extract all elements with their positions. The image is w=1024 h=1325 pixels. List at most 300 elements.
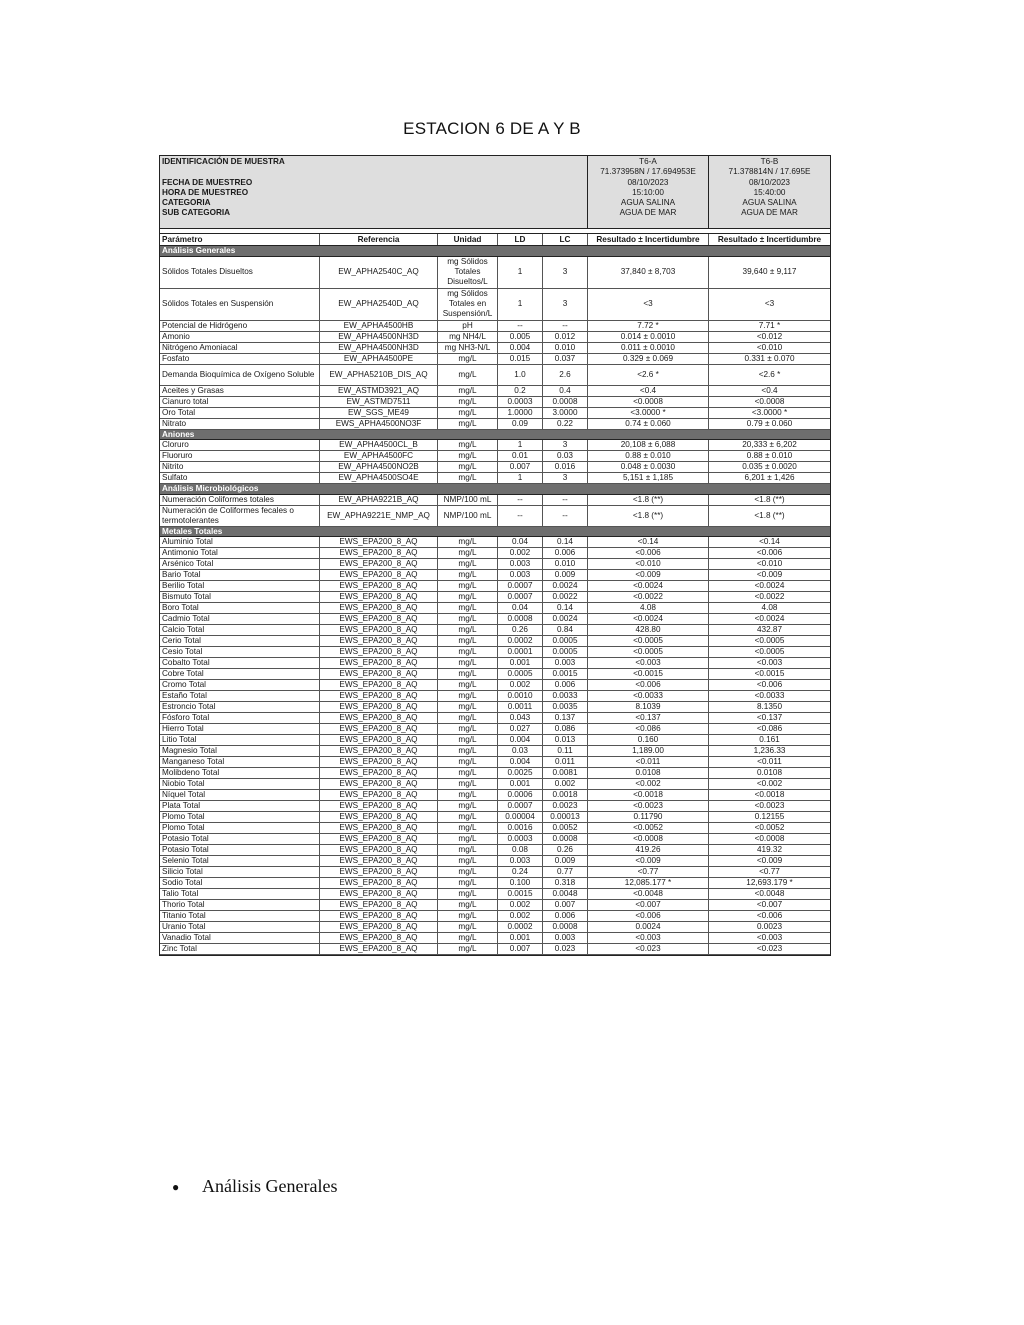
result-b-cell: 39,640 ± 9,117 bbox=[742, 267, 797, 276]
table-row bbox=[160, 746, 830, 757]
sample-header-label bbox=[162, 167, 585, 177]
reference-cell: EWS_EPA200_8_AQ bbox=[320, 911, 438, 921]
reference-cell: EWS_EPA200_8_AQ bbox=[320, 834, 438, 844]
lc-cell: 0.012 bbox=[543, 332, 588, 342]
lc-cell: 0.0005 bbox=[543, 647, 588, 657]
result-b-cell: <0.4 bbox=[761, 385, 778, 395]
result-a-cell: 0.0024 bbox=[588, 922, 709, 932]
list-item-text: Análisis Generales bbox=[202, 1176, 338, 1196]
result-a-cell: 0.11790 bbox=[588, 812, 709, 822]
unit-cell: mg/L bbox=[438, 702, 498, 712]
result-a-cell: <2.6 * bbox=[588, 365, 709, 385]
lc-cell: 0.023 bbox=[543, 944, 588, 954]
lc-cell: 0.002 bbox=[543, 779, 588, 789]
table-row bbox=[160, 922, 830, 933]
result-b-cell: 0.0108 bbox=[756, 768, 783, 777]
ld-cell: 0.004 bbox=[498, 757, 543, 767]
result-b-cell: 4.08 bbox=[761, 603, 778, 612]
ld-cell: 0.027 bbox=[498, 724, 543, 734]
lc-cell: 0.009 bbox=[543, 570, 588, 580]
table-row bbox=[160, 647, 830, 658]
ld-cell: 0.001 bbox=[498, 658, 543, 668]
section-header: Aniones bbox=[160, 430, 830, 441]
result-b-cell: <0.0008 bbox=[754, 396, 785, 406]
parameter-cell: Silicio Total bbox=[160, 867, 320, 877]
reference-cell: EW_APHA4500CL_B bbox=[320, 440, 438, 450]
result-b-cell: <0.006 bbox=[756, 548, 783, 557]
table-row bbox=[160, 845, 830, 856]
parameter-cell: Uranio Total bbox=[160, 922, 320, 932]
reference-cell: EWS_EPA200_8_AQ bbox=[320, 559, 438, 569]
ld-cell: 0.0015 bbox=[498, 889, 543, 899]
reference-cell: EWS_EPA200_8_AQ bbox=[320, 548, 438, 558]
unit-cell: mg/L bbox=[438, 669, 498, 679]
parameter-cell: Berilio Total bbox=[160, 581, 320, 591]
ld-cell: 0.26 bbox=[498, 625, 543, 635]
result-a-cell: 7.72 * bbox=[588, 321, 709, 331]
column-header-row bbox=[160, 233, 830, 246]
parameter-cell: Sodio Total bbox=[160, 878, 320, 888]
sample-header-label: HORA DE MUESTREO bbox=[162, 187, 249, 197]
unit-cell: mg/L bbox=[438, 768, 498, 778]
parameter-cell: Niobio Total bbox=[160, 779, 320, 789]
reference-cell: EWS_EPA200_8_AQ bbox=[320, 647, 438, 657]
result-a-cell: <0.006 bbox=[588, 680, 709, 690]
parameter-cell: Cerio Total bbox=[160, 636, 320, 646]
result-a-cell: <0.4 bbox=[588, 386, 709, 396]
result-a-cell: 37,840 ± 8,703 bbox=[588, 257, 709, 288]
lc-cell: 0.007 bbox=[543, 900, 588, 910]
parameter-cell: Cianuro total bbox=[160, 397, 320, 407]
reference-cell: EWS_EPA200_8_AQ bbox=[320, 713, 438, 723]
reference-cell: EWS_EPA200_8_AQ bbox=[320, 581, 438, 591]
table-row bbox=[160, 537, 830, 548]
table-row bbox=[160, 768, 830, 779]
table-row bbox=[160, 658, 830, 669]
result-a-cell: <0.011 bbox=[588, 757, 709, 767]
unit-cell: mg/L bbox=[438, 680, 498, 690]
result-a-cell: <0.0022 bbox=[588, 592, 709, 602]
lc-cell: 0.14 bbox=[543, 537, 588, 547]
unit-cell: mg/L bbox=[438, 548, 498, 558]
lc-cell: 0.4 bbox=[543, 386, 588, 396]
col-ld-header: LD bbox=[498, 234, 543, 245]
parameter-cell: Níquel Total bbox=[160, 790, 320, 800]
table-row bbox=[160, 735, 830, 746]
table-row bbox=[160, 559, 830, 570]
lc-cell: 0.010 bbox=[543, 343, 588, 353]
bullet-list bbox=[172, 1176, 337, 1197]
unit-cell: mg/L bbox=[438, 581, 498, 591]
result-b-cell: 419.32 bbox=[756, 845, 783, 854]
table-row bbox=[160, 724, 830, 735]
result-b-cell: <1.8 (**) bbox=[754, 494, 785, 504]
table-row bbox=[160, 570, 830, 581]
parameter-cell: Selenio Total bbox=[160, 856, 320, 866]
sample-b-field: 71.378814N / 17.695E bbox=[728, 167, 811, 177]
ld-cell: 0.043 bbox=[498, 713, 543, 723]
table-row bbox=[160, 386, 830, 397]
lc-cell: 0.137 bbox=[543, 713, 588, 723]
reference-cell: EW_SGS_ME49 bbox=[320, 408, 438, 418]
ld-cell: 1 bbox=[498, 289, 543, 320]
ld-cell: 0.00004 bbox=[498, 812, 543, 822]
reference-cell: EWS_EPA200_8_AQ bbox=[320, 680, 438, 690]
ld-cell: 0.007 bbox=[498, 944, 543, 954]
sample-header-labels bbox=[160, 156, 588, 228]
result-a-cell: <1.8 (**) bbox=[588, 506, 709, 526]
result-a-cell: 0.048 ± 0.0030 bbox=[588, 462, 709, 472]
result-a-cell: 428.80 bbox=[588, 625, 709, 635]
parameter-cell: Cadmio Total bbox=[160, 614, 320, 624]
result-a-cell: 419.26 bbox=[588, 845, 709, 855]
unit-cell: mg/L bbox=[438, 944, 498, 954]
ld-cell: 0.0016 bbox=[498, 823, 543, 833]
unit-cell: mg/L bbox=[438, 823, 498, 833]
table-row bbox=[160, 856, 830, 867]
reference-cell: EWS_EPA200_8_AQ bbox=[320, 614, 438, 624]
reference-cell: EWS_EPA200_8_AQ bbox=[320, 537, 438, 547]
sample-a-info bbox=[588, 156, 709, 228]
reference-cell: EW_APHA4500SO4E bbox=[320, 473, 438, 483]
ld-cell: -- bbox=[498, 495, 543, 505]
lc-cell: 0.0015 bbox=[543, 669, 588, 679]
lc-cell: 0.003 bbox=[543, 933, 588, 943]
result-b-cell: <0.003 bbox=[756, 658, 783, 667]
parameter-cell: Demanda Bioquímica de Oxígeno Soluble bbox=[160, 365, 320, 385]
result-a-cell: <0.009 bbox=[588, 856, 709, 866]
table-row bbox=[160, 408, 830, 419]
lc-cell: 0.0005 bbox=[543, 636, 588, 646]
lc-cell: 3 bbox=[543, 289, 588, 320]
table-row bbox=[160, 669, 830, 680]
result-a-cell: 0.014 ± 0.0010 bbox=[588, 332, 709, 342]
table-row bbox=[160, 625, 830, 636]
table-row bbox=[160, 495, 830, 506]
result-b-cell: <0.0015 bbox=[754, 669, 785, 678]
lc-cell: 0.77 bbox=[543, 867, 588, 877]
result-a-cell: 0.329 ± 0.069 bbox=[588, 354, 709, 364]
parameter-cell: Sólidos Totales en Suspensión bbox=[160, 289, 320, 320]
lc-cell: 0.011 bbox=[543, 757, 588, 767]
reference-cell: EWS_EPA200_8_AQ bbox=[320, 625, 438, 635]
ld-cell: -- bbox=[498, 506, 543, 526]
result-b-cell: <0.086 bbox=[756, 724, 783, 733]
sample-b-field: 08/10/2023 bbox=[749, 177, 790, 187]
lc-cell: 0.0024 bbox=[543, 614, 588, 624]
parameter-cell: Thorio Total bbox=[160, 900, 320, 910]
unit-cell: mg/L bbox=[438, 537, 498, 547]
ld-cell: 0.0025 bbox=[498, 768, 543, 778]
table-row bbox=[160, 900, 830, 911]
unit-cell: mg/L bbox=[438, 911, 498, 921]
ld-cell: 1 bbox=[498, 473, 543, 483]
lc-cell: -- bbox=[543, 495, 588, 505]
col-referencia-header: Referencia bbox=[320, 234, 438, 245]
reference-cell: EWS_EPA200_8_AQ bbox=[320, 933, 438, 943]
parameter-cell: Bismuto Total bbox=[160, 592, 320, 602]
reference-cell: EW_APHA9221B_AQ bbox=[320, 495, 438, 505]
lc-cell: 0.016 bbox=[543, 462, 588, 472]
parameter-cell: Estaño Total bbox=[160, 691, 320, 701]
parameter-cell: Potasio Total bbox=[160, 845, 320, 855]
table-row bbox=[160, 636, 830, 647]
reference-cell: EWS_EPA200_8_AQ bbox=[320, 592, 438, 602]
table-row bbox=[160, 592, 830, 603]
lc-cell: 0.0022 bbox=[543, 592, 588, 602]
parameter-cell: Potencial de Hidrógeno bbox=[160, 321, 320, 331]
parameter-cell: Manganeso Total bbox=[160, 757, 320, 767]
result-a-cell: <0.0018 bbox=[588, 790, 709, 800]
reference-cell: EW_APHA4500HB bbox=[320, 321, 438, 331]
result-a-cell: <0.0052 bbox=[588, 823, 709, 833]
result-b-cell: <0.0052 bbox=[754, 823, 785, 832]
reference-cell: EWS_EPA200_8_AQ bbox=[320, 790, 438, 800]
result-b-cell: 0.12155 bbox=[754, 812, 785, 821]
lc-cell: 0.009 bbox=[543, 856, 588, 866]
list-item bbox=[172, 1176, 337, 1197]
unit-cell: mg Sólidos Totales en Suspensión/L bbox=[438, 289, 498, 320]
ld-cell: 0.001 bbox=[498, 933, 543, 943]
reference-cell: EW_APHA5210B_DIS_AQ bbox=[320, 365, 438, 385]
result-a-cell: <0.003 bbox=[588, 933, 709, 943]
ld-cell: 0.0010 bbox=[498, 691, 543, 701]
unit-cell: mg/L bbox=[438, 845, 498, 855]
ld-cell: 0.003 bbox=[498, 856, 543, 866]
ld-cell: 0.100 bbox=[498, 878, 543, 888]
result-b-cell: 432.87 bbox=[756, 625, 783, 634]
bullet-dot-icon: ● bbox=[172, 1180, 180, 1195]
col-unidad-header: Unidad bbox=[438, 234, 498, 245]
result-b-cell: <0.010 bbox=[756, 559, 783, 568]
unit-cell: mg/L bbox=[438, 365, 498, 385]
lc-cell: 0.0033 bbox=[543, 691, 588, 701]
table-row bbox=[160, 889, 830, 900]
parameter-cell: Amonio bbox=[160, 332, 320, 342]
parameter-cell: Fósforo Total bbox=[160, 713, 320, 723]
parameter-cell: Sulfato bbox=[160, 473, 320, 483]
result-b-cell: <0.0018 bbox=[754, 790, 785, 799]
result-a-cell: <0.14 bbox=[588, 537, 709, 547]
lc-cell: 0.00013 bbox=[543, 812, 588, 822]
result-a-cell: 20,108 ± 6,088 bbox=[588, 440, 709, 450]
table-row bbox=[160, 289, 830, 321]
unit-cell: NMP/100 mL bbox=[438, 495, 498, 505]
lc-cell: 0.006 bbox=[543, 548, 588, 558]
ld-cell: 0.03 bbox=[498, 746, 543, 756]
parameter-cell: Aluminio Total bbox=[160, 537, 320, 547]
unit-cell: mg NH4/L bbox=[438, 332, 498, 342]
result-b-cell: <0.0023 bbox=[754, 801, 785, 810]
ld-cell: 0.0002 bbox=[498, 636, 543, 646]
table-row bbox=[160, 603, 830, 614]
lc-cell: 0.003 bbox=[543, 658, 588, 668]
result-a-cell: 12,085.177 * bbox=[588, 878, 709, 888]
reference-cell: EWS_EPA200_8_AQ bbox=[320, 801, 438, 811]
result-a-cell: 1,189.00 bbox=[588, 746, 709, 756]
ld-cell: 0.08 bbox=[498, 845, 543, 855]
parameter-cell: Boro Total bbox=[160, 603, 320, 613]
reference-cell: EWS_EPA200_8_AQ bbox=[320, 878, 438, 888]
unit-cell: mg/L bbox=[438, 713, 498, 723]
unit-cell: mg/L bbox=[438, 779, 498, 789]
ld-cell: 0.0006 bbox=[498, 790, 543, 800]
result-b-cell: 0.79 ± 0.060 bbox=[746, 418, 793, 428]
reference-cell: EW_APHA4500FC bbox=[320, 451, 438, 461]
result-a-cell: 0.0108 bbox=[588, 768, 709, 778]
table-row bbox=[160, 834, 830, 845]
page-title: ESTACION 6 DE A Y B bbox=[403, 119, 581, 138]
parameter-cell: Zinc Total bbox=[160, 944, 320, 954]
result-a-cell: <0.003 bbox=[588, 658, 709, 668]
reference-cell: EWS_EPA200_8_AQ bbox=[320, 735, 438, 745]
table-row bbox=[160, 440, 830, 451]
unit-cell: mg/L bbox=[438, 867, 498, 877]
reference-cell: EWS_EPA200_8_AQ bbox=[320, 658, 438, 668]
ld-cell: 0.01 bbox=[498, 451, 543, 461]
result-a-cell: <0.007 bbox=[588, 900, 709, 910]
unit-cell: mg/L bbox=[438, 636, 498, 646]
unit-cell: mg/L bbox=[438, 757, 498, 767]
section-header: Análisis Microbiológicos bbox=[160, 484, 830, 495]
result-a-cell: 4.08 bbox=[588, 603, 709, 613]
result-b-cell: 0.161 bbox=[759, 735, 780, 744]
ld-cell: -- bbox=[498, 321, 543, 331]
table-row bbox=[160, 680, 830, 691]
ld-cell: 1.0000 bbox=[498, 408, 543, 418]
result-a-cell: <0.0024 bbox=[588, 614, 709, 624]
unit-cell: mg/L bbox=[438, 922, 498, 932]
table-body bbox=[160, 246, 830, 955]
ld-cell: 0.002 bbox=[498, 680, 543, 690]
lc-cell: 0.318 bbox=[543, 878, 588, 888]
reference-cell: EWS_EPA200_8_AQ bbox=[320, 603, 438, 613]
col-resultado-b-header: Resultado ± Incertidumbre bbox=[717, 235, 822, 244]
lc-cell: 0.84 bbox=[543, 625, 588, 635]
ld-cell: 0.04 bbox=[498, 603, 543, 613]
ld-cell: 0.09 bbox=[498, 419, 543, 429]
result-a-cell: <0.0033 bbox=[588, 691, 709, 701]
sample-header bbox=[160, 156, 830, 229]
ld-cell: 0.24 bbox=[498, 867, 543, 877]
table-row bbox=[160, 332, 830, 343]
table-row bbox=[160, 506, 830, 527]
ld-cell: 0.003 bbox=[498, 570, 543, 580]
result-a-cell: <0.023 bbox=[588, 944, 709, 954]
section-header: Análisis Generales bbox=[160, 246, 830, 257]
parameter-cell: Nitrógeno Amoniacal bbox=[160, 343, 320, 353]
result-a-cell: 0.011 ± 0.0010 bbox=[588, 343, 709, 353]
table-row bbox=[160, 419, 830, 430]
result-a-cell: 0.88 ± 0.010 bbox=[588, 451, 709, 461]
lc-cell: 0.11 bbox=[543, 746, 588, 756]
sample-b-field: T6-B bbox=[760, 157, 779, 166]
lc-cell: 0.006 bbox=[543, 911, 588, 921]
table-row bbox=[160, 713, 830, 724]
unit-cell: mg/L bbox=[438, 614, 498, 624]
reference-cell: EWS_EPA200_8_AQ bbox=[320, 636, 438, 646]
ld-cell: 0.004 bbox=[498, 343, 543, 353]
result-b-cell: <0.010 bbox=[756, 342, 783, 352]
table-row bbox=[160, 257, 830, 289]
ld-cell: 0.003 bbox=[498, 559, 543, 569]
sample-header-label: CATEGORIA bbox=[162, 198, 211, 208]
ld-cell: 1.0 bbox=[498, 365, 543, 385]
sample-b-info bbox=[709, 156, 830, 228]
reference-cell: EWS_EPA200_8_AQ bbox=[320, 570, 438, 580]
sample-b-field: 15:40:00 bbox=[753, 187, 786, 197]
unit-cell: mg/L bbox=[438, 473, 498, 483]
reference-cell: EWS_EPA200_8_AQ bbox=[320, 889, 438, 899]
result-a-cell: <0.0008 bbox=[588, 397, 709, 407]
unit-cell: mg/L bbox=[438, 790, 498, 800]
reference-cell: EWS_EPA200_8_AQ bbox=[320, 900, 438, 910]
unit-cell: mg/L bbox=[438, 933, 498, 943]
result-b-cell: <0.0005 bbox=[754, 636, 785, 645]
table-row bbox=[160, 462, 830, 473]
unit-cell: mg/L bbox=[438, 647, 498, 657]
parameter-cell: Aceites y Grasas bbox=[160, 386, 320, 396]
lc-cell: 0.0018 bbox=[543, 790, 588, 800]
parameter-cell: Calcio Total bbox=[160, 625, 320, 635]
reference-cell: EWS_EPA200_8_AQ bbox=[320, 823, 438, 833]
result-b-cell: <1.8 (**) bbox=[754, 510, 785, 520]
table-row bbox=[160, 790, 830, 801]
unit-cell: mg/L bbox=[438, 856, 498, 866]
result-b-cell: 8.1350 bbox=[756, 702, 783, 711]
unit-cell: mg/L bbox=[438, 735, 498, 745]
parameter-cell: Plomo Total bbox=[160, 823, 320, 833]
parameter-cell: Antimonio Total bbox=[160, 548, 320, 558]
unit-cell: mg/L bbox=[438, 812, 498, 822]
reference-cell: EWS_EPA200_8_AQ bbox=[320, 746, 438, 756]
lc-cell: 3.0000 bbox=[543, 408, 588, 418]
parameter-cell: Bario Total bbox=[160, 570, 320, 580]
result-a-cell: <0.77 bbox=[588, 867, 709, 877]
parameter-cell: Potasio Total bbox=[160, 834, 320, 844]
result-b-cell: <0.006 bbox=[756, 680, 783, 689]
table-row bbox=[160, 691, 830, 702]
reference-cell: EW_ASTMD3921_AQ bbox=[320, 386, 438, 396]
result-a-cell: <0.0008 bbox=[588, 834, 709, 844]
result-b-cell: <0.77 bbox=[759, 867, 780, 876]
unit-cell: mg/L bbox=[438, 354, 498, 364]
table-row bbox=[160, 365, 830, 386]
unit-cell: mg/L bbox=[438, 625, 498, 635]
ld-cell: 0.005 bbox=[498, 332, 543, 342]
result-b-cell: 6,201 ± 1,426 bbox=[744, 473, 795, 482]
result-b-cell: <0.0024 bbox=[754, 581, 785, 590]
ld-cell: 0.0003 bbox=[498, 397, 543, 407]
ld-cell: 0.0007 bbox=[498, 581, 543, 591]
lc-cell: 0.0081 bbox=[543, 768, 588, 778]
parameter-cell: Cromo Total bbox=[160, 680, 320, 690]
result-a-cell: <0.0023 bbox=[588, 801, 709, 811]
result-b-cell: <0.009 bbox=[756, 856, 783, 865]
lc-cell: 0.14 bbox=[543, 603, 588, 613]
result-a-cell: <0.0024 bbox=[588, 581, 709, 591]
result-a-cell: 0.160 bbox=[588, 735, 709, 745]
lc-cell: 0.0048 bbox=[543, 889, 588, 899]
table-row bbox=[160, 944, 830, 955]
parameter-cell: Estroncio Total bbox=[160, 702, 320, 712]
table-row bbox=[160, 933, 830, 944]
lc-cell: 0.013 bbox=[543, 735, 588, 745]
parameter-cell: Arsénico Total bbox=[160, 559, 320, 569]
section-header: Metales Totales bbox=[160, 527, 830, 538]
lc-cell: 3 bbox=[543, 257, 588, 288]
result-a-cell: <0.006 bbox=[588, 548, 709, 558]
